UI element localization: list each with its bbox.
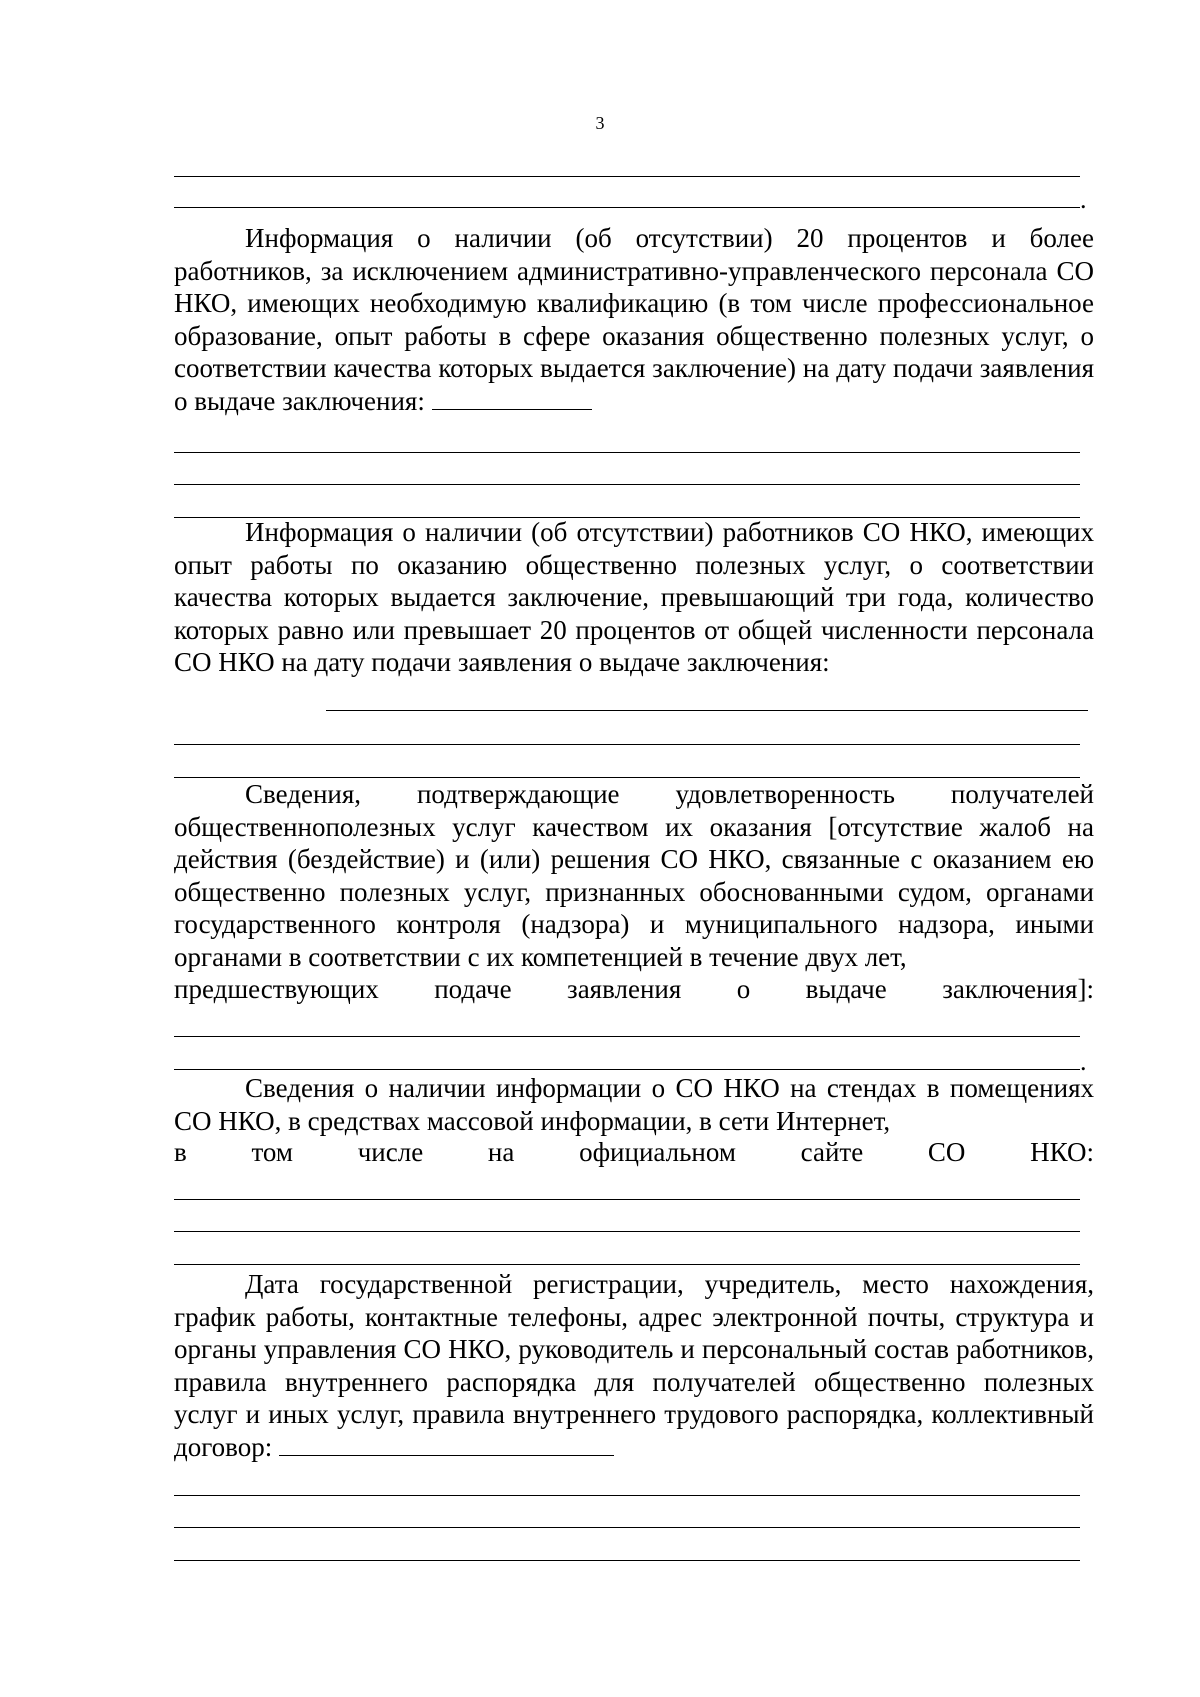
paragraph-last-line bbox=[174, 1136, 1094, 1169]
answer-line[interactable] bbox=[174, 1231, 1080, 1232]
answer-field[interactable] bbox=[279, 1437, 614, 1456]
paragraph-text: Информация о наличии (об отсутствии) работников СО НКО, имеющих опыт работы по оказанию общественно полезных услуг, о соответствии качества которых выдается заключение, превышающий три года, количество которых равно или превышает 20 процентов от общей численности персонала СО НКО на дату подачи заявления о выдаче заключения: bbox=[174, 517, 1094, 678]
paragraph-satisfaction bbox=[174, 778, 1094, 974]
page-number: 3 bbox=[595, 113, 605, 133]
word: числе bbox=[357, 1137, 424, 1167]
word: заявления bbox=[567, 974, 682, 1004]
answer-field[interactable] bbox=[432, 391, 592, 410]
paragraph-text: Сведения о наличии информации о СО НКО на стендах в помещениях СО НКО, в средствах массовой информации, в сети Интернет, bbox=[174, 1073, 1094, 1136]
answer-line[interactable] bbox=[174, 452, 1080, 453]
word: подаче bbox=[434, 974, 512, 1004]
paragraph-text: Дата государственной регистрации, учредитель, место нахождения, график работы, контактные телефоны, адрес электронной почты, структура и органы управления СО НКО, руководитель и персональный состав работников, правила внутреннего распорядка для получателей общественно полезных услуг и иных услуг, правила внутреннего трудового распорядка, коллективный договор: bbox=[174, 1269, 1094, 1462]
word: в bbox=[174, 1137, 187, 1167]
word: о bbox=[736, 974, 751, 1004]
word: том bbox=[251, 1137, 293, 1167]
word: заключения]: bbox=[942, 974, 1094, 1004]
paragraph-experienced-staff bbox=[174, 516, 1094, 679]
answer-line[interactable] bbox=[174, 1495, 1080, 1496]
paragraph-qualified-staff bbox=[174, 222, 1094, 418]
paragraph-registration-details bbox=[174, 1268, 1094, 1464]
answer-line[interactable] bbox=[174, 484, 1080, 485]
paragraph-public-information bbox=[174, 1072, 1094, 1137]
word: выдаче bbox=[805, 974, 887, 1004]
blank-line bbox=[174, 176, 1080, 177]
answer-line[interactable] bbox=[174, 1036, 1080, 1037]
word: СО bbox=[927, 1137, 966, 1167]
answer-line[interactable] bbox=[174, 1560, 1080, 1561]
word: НКО: bbox=[1030, 1137, 1094, 1167]
answer-line[interactable] bbox=[174, 1069, 1080, 1070]
blank-line bbox=[174, 207, 1080, 208]
paragraph-text: Информация о наличии (об отсутствии) 20 процентов и более работников, за исключением административно-управленческого персонала СО НКО, имеющих необходимую квалификацию (в том числе профессиональное образование, опыт работы в сфере оказания общественно полезных услуг, о соответствии качества которых выдается заключение) на дату подачи заявления о выдаче заключения: bbox=[174, 223, 1094, 416]
line-end-period: . bbox=[1080, 185, 1087, 214]
word: сайте bbox=[800, 1137, 864, 1167]
line-end-period: . bbox=[1080, 1047, 1087, 1076]
word: на bbox=[487, 1137, 515, 1167]
paragraph-last-line bbox=[174, 973, 1094, 1006]
word: официальном bbox=[579, 1137, 736, 1167]
paragraph-text: Сведения, подтверждающие удовлетворенность получателей общественнополезных услуг качеством их оказания [отсутствие жалоб на действия (бездействие) и (или) решения СО НКО, связанные с оказанием ею общественно полезных услуг, признанных обоснованными судом, органами государственного контроля (надзора) и муниципального надзора, иными органами в соответствии с их компетенцией в течение двух лет, bbox=[174, 779, 1094, 972]
word: предшествующих bbox=[174, 974, 379, 1004]
answer-line[interactable] bbox=[174, 1199, 1080, 1200]
answer-line[interactable] bbox=[174, 744, 1080, 745]
answer-line[interactable] bbox=[174, 1264, 1080, 1265]
answer-line[interactable] bbox=[326, 710, 1088, 711]
answer-line[interactable] bbox=[174, 1527, 1080, 1528]
